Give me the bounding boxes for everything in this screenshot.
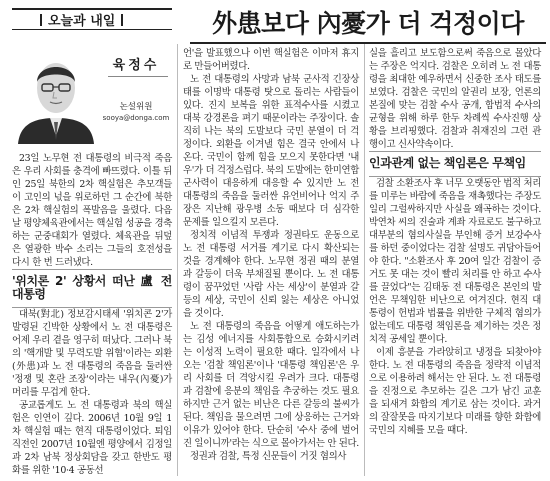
paragraph: 노 전 대통령의 죽음을 어떻게 애도하는가는 김성 에너지를 사회통합으로 승화시키려는 이성적 노력이 필요한 때다. 일각에서 나오는 '검찰 책임론'이나 '대통령 책임론'은 우리 사회를 더 격앙시킬 우려가 크다. 대통령과 검찰에 응분의 책임을 추궁하는 것도 필요하지만 근거 없는 비난은 다른 갈등의 불씨가 된다. 책임을 물으려면 그에 상응하는 근거와 이유가 있어야 한다. 단순히 '수사 중에 벌어진 일이니까'라는 식으로 몰아가서는 안 된다. (183, 321, 359, 449)
column-label-text: 오늘과 내일 (48, 14, 116, 29)
author-email: sooya@donga.com (102, 114, 170, 122)
paragraph: 언'을 발표했으나 이번 핵실험은 이마저 휴지로 만들어버렸다. (183, 48, 359, 72)
paragraph: 공교롭게도 노 전 대통령과 북의 핵실험은 인연이 깊다. 2006년 10월 9일 1차 핵실험 때는 현직 대통령이었다. 퇴임 직전인 2007년 10월엔 평양에서 김정일과 2차 남북 정상회담을 갖고 한반도 평화를 위한 '10·4 공동선 (12, 400, 172, 476)
paragraph: 노 전 대통령의 사망과 남북 군사적 긴장상태를 이명박 대통령 탓으로 돌리는 사람들이 있다. 진지 보복을 위한 표적수사를 시켰고 대북 강경론을 펴기 때문이라는 주장이다. 솔직히 나는 북의 도발보다 국민 분열이 더 걱정이다. 외환을 이겨낼 힘은 결국 안에서 나온다. 국민이 함께 힘을 모으지 못한다면 '내우'가 더 걱정스럽다. 북의 도발에는 한미연합 군사력이 대응하게 대응할 수 있지만 노 전 대통령의 죽음을 둘러싼 유언비어나 억지 주장은 지난해 광우병 소동 때보다 더 심각한 문제를 일으킬지 모른다. (183, 74, 359, 228)
paragraph: 실을 흘리고 보도함으로써 죽음으로 몰았다는 주장은 억지다. 검찰은 오히려 노 전 대통령을 최대한 예우하면서 신중한 조사 태도를 보였다. 검찰은 국민의 알권리 보장, 언론의 본질에 맞는 검찰 수사 공개, 합법적 수사의 균형을 위해 하루 한두 차례씩 수사진행 상황을 브리핑했다. 검찰과 취재진의 그런 관행이고 신사약속이다. (369, 48, 541, 150)
author-box (100, 44, 172, 144)
headline: 外患보다 內憂가 더 걱정이다 (190, 2, 546, 44)
article-column-3 (369, 47, 541, 437)
article-column-1 (12, 152, 172, 477)
subhead: '위치론 2' 상황서 떠난 盧 전 대통령 (12, 269, 172, 308)
column-label (12, 8, 172, 30)
paragraph: 대북(對北) 정보감시태세 '위치콘 2'가 발령된 긴박한 상황에서 노 전 대통령은 어제 우리 곁을 영구히 떠났다. 그러나 북의 '핵개발 및 무력도발 위협'이라는 외환(外患)과 노 전 대통령의 죽음을 둘러싼 '정쟁 및 혼란 조장'이라는 내우(內憂)가 머리를 무겁게 한다. (12, 309, 172, 398)
paragraph: 이제 흥분을 가라앉히고 냉정을 되찾아야 한다. 노 전 대통령의 죽음을 정략적 이념적으로 이용하려 해서는 안 된다. 노 전 대통령을 진정으로 추모하는 길은 그가 남긴 교훈을 되새겨 화합의 계기로 삼는 것이다. 과거의 잘잘못을 따지기보다 미래를 향한 화합에 국민의 지혜를 모을 때다. (369, 347, 541, 436)
subhead: 인과관계 없는 책임론은 무책임 (369, 151, 541, 177)
paragraph: 검찰 소환조사 후 너무 오랫동안 법적 처리를 미루는 바람에 죽음을 재촉했다는 주장도 일리 그럴싸하지만 사실을 왜곡하는 것이다. 박연차 씨의 진술과 계좌 자료로도 불구하고 대부분의 혐의사실을 부인해 증거 보강수사를 하던 중이었다는 검찰 설명도 귀담아들어야 한다. "소환조사 후 20여 일간 검찰이 증거도 못 대는 것이 빨리 처리를 안 하고 수사를 끌었다"는 김태동 전 대통령은 본인의 발언은 무책임한 비난으로 여겨진다. 현직 대통령이 헌법과 법률을 위반한 구체적 혐의가 없는데도 대통령 책임론을 제기하는 것은 정치적 공세일 뿐이다. (369, 178, 541, 345)
portrait-icon (14, 44, 98, 144)
column-divider (177, 44, 178, 476)
author-portrait (14, 44, 98, 144)
author-title: 논설위원 (119, 102, 153, 112)
paragraph: 정치적 이념적 투쟁과 정권타도 운동으로 노 전 대통령 서거를 계기로 다시 확산되는 것을 경계해야 한다. 노무현 정권 때의 분열과 갈등이 더욱 부채질될 뿐이다. 노 전 대통령이 꿈꾸었던 '사람 사는 세상'이 분열과 갈등의 세상, 국민이 신뢰 잃는 세상은 아니었을 것이다. (183, 230, 359, 319)
paragraph: 23일 노무현 전 대통령의 비극적 죽음은 우리 사회를 충격에 빠뜨렸다. 이틀 뒤인 25일 북한의 2차 핵실험은 추모객들이 고인의 넋을 위로하던 그 순간에 북한은 2차 핵실험의 폭발음을 울렸다. 다음 날 평양체육관에서는 핵실험 성공을 경축하는 군중대회가 열렸다. 체육관을 뒤덮은 열광한 박수 소리는 그들의 호전성을 다시 한 번 드러냈다. (12, 153, 172, 268)
paragraph: 정권과 검찰, 특정 신문들이 거짓 혐의사 (190, 451, 347, 462)
article-column-2 (183, 47, 359, 463)
author-divider (108, 76, 168, 77)
label-bar-icon (40, 14, 42, 26)
label-bar-icon (121, 14, 123, 26)
author-name: 육정수 (112, 58, 160, 73)
column-divider (364, 44, 365, 476)
